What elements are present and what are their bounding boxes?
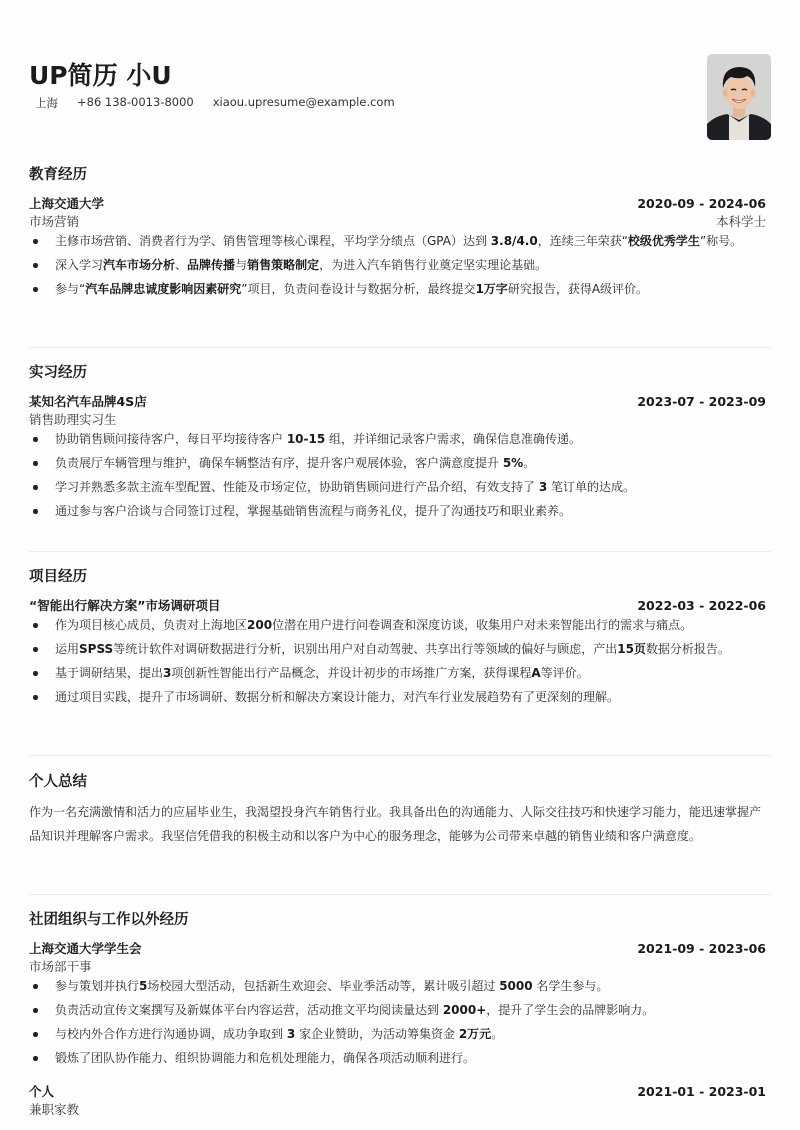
education-section [29,164,766,305]
project-name: “智能出行解决方案”市场调研项目 [29,598,221,613]
section-title-education: 教育经历 [29,167,87,183]
bullet-item: 协助销售顾问接待客户，每日平均接待客户 10-15 组，并详细记录客户需求，确保信息准确传递。 [29,431,745,448]
section-title-internship: 实习经历 [29,365,87,381]
activity-bullets [29,978,766,1067]
organization-name: 上海交通大学学生会 [29,941,142,956]
candidate-name: UP简历 小U [29,61,172,90]
email-text: xiaou.upresume@example.com [212,95,395,109]
section-divider [29,347,771,348]
section-title-projects: 项目经历 [29,569,87,585]
major: 市场营销 [29,214,80,229]
bullet-item: 负责活动宣传文案撰写及新媒体平台内容运营，活动推文平均阅读量达到 2000+，提升了学生会的品牌影响力。 [29,1002,745,1019]
bullet-item: 作为项目核心成员，负责对上海地区200位潜在用户进行问卷调查和深度访谈，收集用户对未来智能出行的需求与痛点。 [29,617,745,634]
job-title: 销售助理实习生 [29,412,117,427]
section-title-activities: 社团组织与工作以外经历 [29,912,189,928]
company-name: 某知名汽车品牌4S店 [29,394,147,409]
activity-role: 市场部干事 [29,959,92,974]
activity-entry [29,940,766,1067]
bullet-item: 与校内外合作方进行沟通协调，成功争取到 3 家企业赞助，为活动筹集资金 2万元。 [29,1026,745,1043]
bullet-item: 深入学习汽车市场分析、品牌传播与销售策略制定，为进入汽车销售行业奠定坚实理论基础。 [29,257,745,274]
bullet-item: 参与策划并执行5场校园大型活动，包括新生欢迎会、毕业季活动等，累计吸引超过 5000 名学生参与。 [29,978,745,995]
school-name: 上海交通大学 [29,196,105,211]
education-date: 2020-09 - 2024-06 [637,196,766,211]
education-bullets [29,233,766,298]
location-text: 上海 [35,96,58,110]
portrait-photo [707,54,771,140]
section-divider [29,755,771,756]
internship-section [29,362,766,527]
activity-role: 兼职家教 [29,1101,80,1117]
summary-section [29,771,766,848]
section-divider [29,551,771,552]
section-title-summary: 个人总结 [29,774,87,790]
phone-text: +86 138-0013-8000 [77,95,194,109]
bullet-item: 参与“汽车品牌忠诚度影响因素研究”项目，负责问卷设计与数据分析，最终提交1万字研究报告，获得A级评价。 [29,281,745,298]
bullet-item: 运用SPSS等统计软件对调研数据进行分析，识别出用户对自动驾驶、共享出行等领域的偏好与顾虑，产出15页数据分析报告。 [29,641,745,658]
internship-date: 2023-07 - 2023-09 [637,394,766,409]
summary-text: 作为一名充满激情和活力的应届毕业生，我渴望投身汽车销售行业。我具备出色的沟通能力、人际交往技巧和快速学习能力，能迅速掌握产品知识并理解客户需求。我坚信凭借我的积极主动和以客户为中心的服务理念，能够为公司带来卓越的销售业绩和客户满意度。 [29,805,762,843]
degree: 本科学士 [715,214,766,229]
education-entry [29,195,766,298]
activities-section [29,909,766,1118]
activity-entry [29,1083,766,1118]
bullet-item: 基于调研结果，提出3项创新性智能出行产品概念，并设计初步的市场推广方案，获得课程A等评价。 [29,665,745,682]
bullet-item: 负责展厅车辆管理与维护，确保车辆整洁有序，提升客户观展体验，客户满意度提升 5%。 [29,455,745,472]
internship-bullets [29,431,766,520]
bullet-item: 锻炼了团队协作能力、组织协调能力和危机处理能力，确保各项活动顺利进行。 [29,1050,745,1067]
bullet-item: 学习并熟悉多款主流车型配置、性能及市场定位，协助销售顾问进行产品介绍，有效支持了 3 笔订单的达成。 [29,479,745,496]
internship-entry [29,393,766,520]
contact-info [35,95,395,111]
resume-header [29,52,769,152]
project-entry [29,597,766,706]
activity-date: 2021-09 - 2023-06 [637,941,766,956]
organization-name: 个人 [29,1083,55,1099]
portrait-photo-icon [707,54,771,140]
bullet-item: 通过项目实践，提升了市场调研、数据分析和解决方案设计能力，对汽车行业发展趋势有了更深刻的理解。 [29,689,745,706]
project-date: 2022-03 - 2022-06 [637,598,766,613]
bullet-item: 通过参与客户洽谈与合同签订过程，掌握基础销售流程与商务礼仪，提升了沟通技巧和职业素养。 [29,503,745,520]
project-bullets [29,617,766,706]
section-divider [29,894,771,895]
bullet-item: 主修市场营销、消费者行为学、销售管理等核心课程，平均学分绩点（GPA）达到 3.8/4.0，连续三年荣获“校级优秀学生”称号。 [29,233,745,250]
activity-date: 2021-01 - 2023-01 [637,1083,766,1099]
projects-section [29,566,766,713]
